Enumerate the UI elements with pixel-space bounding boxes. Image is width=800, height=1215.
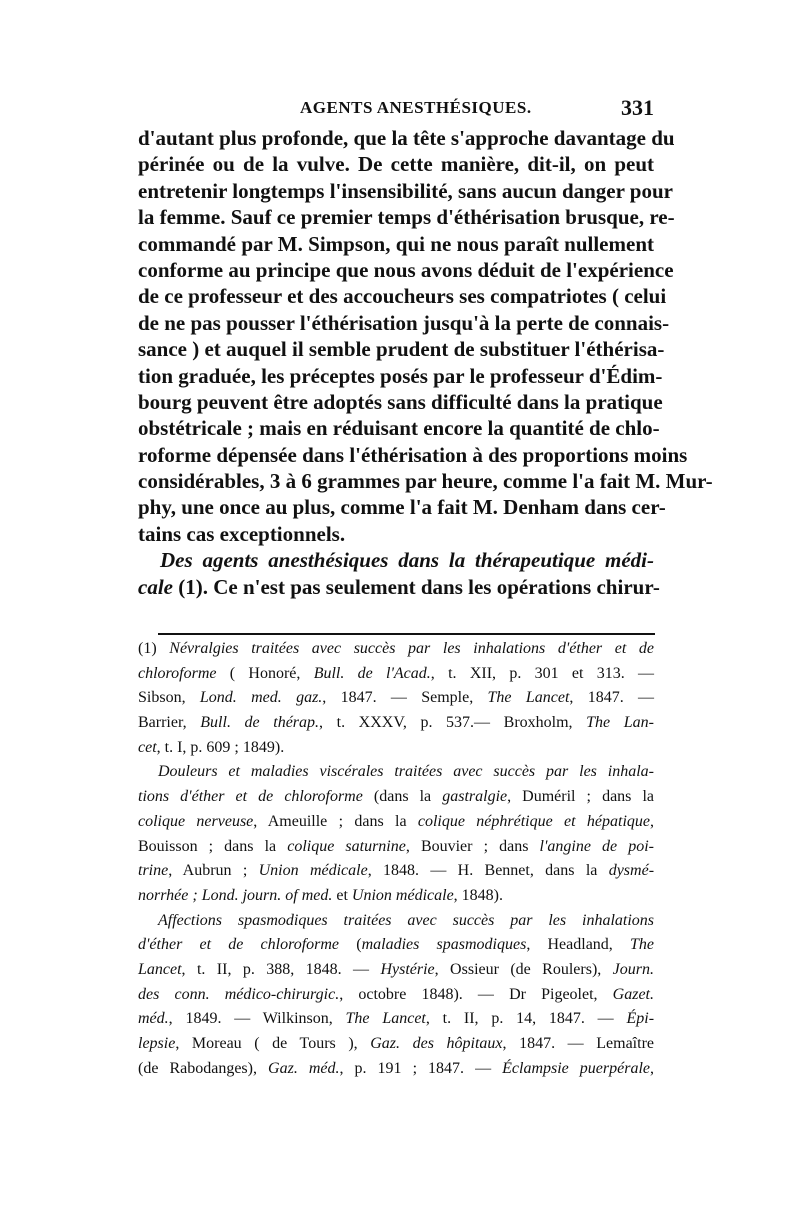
footnote-text-run: , p. 191 ; 1847. — <box>339 1059 503 1077</box>
text-line: périnée ou de la vulve. De cette manière, dit-il, on peut <box>138 152 654 177</box>
footnote-text-run: , Ameuille ; dans la <box>253 812 418 830</box>
footnote-italic-run: Lancet <box>138 960 182 978</box>
footnote-text-run: Barrier, <box>138 714 201 732</box>
footnote-line <box>138 983 654 1008</box>
footnote-text-run: , Duméril ; dans la <box>507 788 654 806</box>
footnote-italic-run: des conn. médico-chirurgic. <box>138 985 340 1003</box>
text-line: de ne pas pousser l'éthérisation jusqu'à la perte de connais- <box>138 310 670 335</box>
footnote-text-run: (1) <box>138 640 170 657</box>
footnote-italic-run: colique nerveuse <box>138 812 254 830</box>
footnote-text-run: , 1847. — Lemaître <box>502 1035 654 1052</box>
text-line: tion graduée, les préceptes posés par le professeur d'Édim- <box>138 363 663 388</box>
footnote-text-run: Bouisson ; dans la <box>138 837 288 855</box>
footnote-italic-run: Lond. med. gaz. <box>199 689 323 707</box>
text-line: bourg peuvent être adoptés sans difficulté dans la pratique <box>138 389 663 414</box>
footnote-italic-run: Épi- <box>626 1010 655 1028</box>
footnote-text-run: , Aubrun ; <box>168 862 259 880</box>
footnote-line <box>138 958 654 983</box>
text-line: de ce professeur et des accoucheurs ses compatriotes ( celui <box>138 284 667 309</box>
footnote-text-run: , 1848). <box>453 886 503 904</box>
page-number: 331 <box>621 95 654 120</box>
footnote-line <box>138 736 654 761</box>
text-line: tains cas exceptionnels. <box>138 521 346 546</box>
text-line: obstétricale ; mais en réduisant encore la quantité de chlo- <box>138 416 660 441</box>
footnotes <box>138 637 654 1081</box>
footnote-italic-run: d'éther et de chloroforme <box>138 936 340 954</box>
footnote-italic-run: colique néphrétique et hépatique <box>417 812 651 830</box>
footnote-text-run: (dans la <box>362 788 443 806</box>
footnote-text-run: , t. XXXV, p. 537.— Broxholm, <box>319 714 587 732</box>
footnote-italic-run: Névralgies traitées avec succès par les inhalations d'éther et de <box>169 640 655 657</box>
footnote-text-run: , t. I, p. 609 ; 1849). <box>156 738 285 756</box>
footnote-italic-run: Gaz. méd. <box>268 1059 340 1077</box>
footnote-italic-run: Journ. <box>612 960 654 978</box>
footnote-text-run: , Headland, <box>526 936 631 954</box>
footnote-italic-run: Gazet. <box>612 985 654 1003</box>
footnote-italic-run: Union médicale <box>258 862 368 880</box>
text-line: la femme. Sauf ce premier temps d'éthérisation brusque, re- <box>138 205 675 230</box>
footnote-line <box>138 810 654 835</box>
footnote-italic-run: trine <box>138 862 169 880</box>
footnote-italic-run: chloroforme <box>138 664 217 682</box>
footnote-text-run: , Bouvier ; dans <box>405 837 540 855</box>
section-line <box>138 574 660 600</box>
footnote-italic-run: dysmé- <box>608 862 655 880</box>
footnote-line <box>138 637 654 662</box>
footnote-line <box>138 785 654 810</box>
footnote-line <box>138 760 654 785</box>
footnote-text-run: (de Rabodanges), <box>138 1059 269 1077</box>
footnote-text-run: , 1849. — Wilkinson, <box>168 1010 346 1028</box>
text-line: conforme au principe que nous avons déduit de l'expérience <box>138 257 674 282</box>
footnote-italic-run: tions d'éther et de chloroforme <box>138 788 363 806</box>
footnote-italic-run: Bull. de l'Acad. <box>313 664 431 682</box>
footnote-italic-run: Bull. de thérap. <box>200 714 320 732</box>
text-line: considérables, 3 à 6 grammes par heure, comme l'a fait M. Mur- <box>138 469 713 494</box>
footnote-line <box>138 909 654 934</box>
footnote-italic-run: l'angine de poi- <box>539 837 654 855</box>
footnote-italic-run: Douleurs et maladies viscérales traitées avec succès par les inhala- <box>158 763 654 781</box>
footnote-line <box>138 662 654 687</box>
text-line: commandé par M. Simpson, qui ne nous paraît nullement <box>138 231 654 256</box>
footnote-text-run: , 1847. — Semple, <box>322 689 488 707</box>
footnote-text-run: et <box>332 886 352 904</box>
footnote-line <box>138 933 654 958</box>
footnote-text-run: , Moreau ( de Tours ), <box>175 1035 371 1052</box>
footnote-text-run: ( Honoré, <box>216 664 314 682</box>
section-title-end: cale <box>138 574 173 599</box>
footnote-line <box>138 859 654 884</box>
footnote-line <box>138 686 654 711</box>
footnote-italic-run: The <box>630 936 655 954</box>
text-line: entretenir longtemps l'insensibilité, sans aucun danger pour <box>138 178 673 203</box>
footnote-text-run: , <box>650 1059 655 1077</box>
footnote-line <box>138 1032 654 1057</box>
footnote-line <box>138 711 654 736</box>
footnote-italic-run: norrhée ; Lond. journ. of med. <box>138 886 333 904</box>
running-head: AGENTS ANESTHÉSIQUES. <box>300 98 532 117</box>
footnote-text-run: Sibson, <box>138 689 200 707</box>
footnote-divider <box>158 633 655 635</box>
footnote-italic-run: Union médicale <box>351 886 454 904</box>
footnote-italic-run: Gaz. des hôpitaux <box>370 1035 503 1052</box>
footnote-text-run: , octobre 1848). — Dr Pigeolet, <box>339 985 613 1003</box>
footnote-text-run: , t. XII, p. 301 et 313. — <box>430 664 655 682</box>
footnote-italic-run: maladies spasmodiques <box>361 936 527 954</box>
footnote-text-run: , t. II, p. 14, 1847. — <box>425 1010 627 1028</box>
page-header <box>138 95 654 122</box>
footnote-text-run: , 1847. — <box>569 689 655 707</box>
main-text <box>138 125 713 600</box>
section-heading-line <box>138 547 654 573</box>
text-line: sance ) et auquel il semble prudent de substituer l'éthérisa- <box>138 337 665 362</box>
footnote-text-run: , Ossieur (de Roulers), <box>434 960 613 978</box>
section-text: (1). Ce n'est pas seulement dans les opérations chirur- <box>172 574 660 599</box>
footnote-italic-run: The Lancet <box>345 1010 426 1028</box>
footnote-italic-run: colique saturnine <box>287 837 406 855</box>
section-title: Des agents anesthésiques dans la thérapeutique médi- <box>160 548 654 573</box>
footnote-text-run: , <box>650 812 655 830</box>
footnote-italic-run: The Lan- <box>586 714 654 732</box>
footnote-text-run: ( <box>339 936 362 954</box>
footnote-italic-run: cet <box>138 738 157 756</box>
footnote-italic-run: The Lancet <box>487 689 570 707</box>
footnote-italic-run: gastralgie <box>442 788 508 806</box>
footnote-italic-run: Éclampsie puerpérale <box>502 1059 651 1077</box>
text-line: roforme dépensée dans l'éthérisation à des proportions moins <box>138 442 688 467</box>
footnote-line <box>138 884 654 909</box>
text-line: d'autant plus profonde, que la tête s'approche davantage du <box>138 126 675 150</box>
text-line: phy, une once au plus, comme l'a fait M. Denham dans cer- <box>138 495 666 520</box>
footnote-italic-run: méd. <box>138 1010 169 1028</box>
footnote-line <box>138 1057 654 1082</box>
footnote-line <box>138 835 654 860</box>
footnote-text-run: , t. II, p. 388, 1848. — <box>181 960 381 978</box>
footnote-text-run: , 1848. — H. Bennet, dans la <box>367 862 609 880</box>
footnote-italic-run: Affections spasmodiques traitées avec succès par les inhalations <box>158 911 654 929</box>
footnote-line <box>138 1007 654 1032</box>
footnote-italic-run: lepsie <box>138 1035 176 1052</box>
footnote-italic-run: Hystérie <box>380 960 435 978</box>
